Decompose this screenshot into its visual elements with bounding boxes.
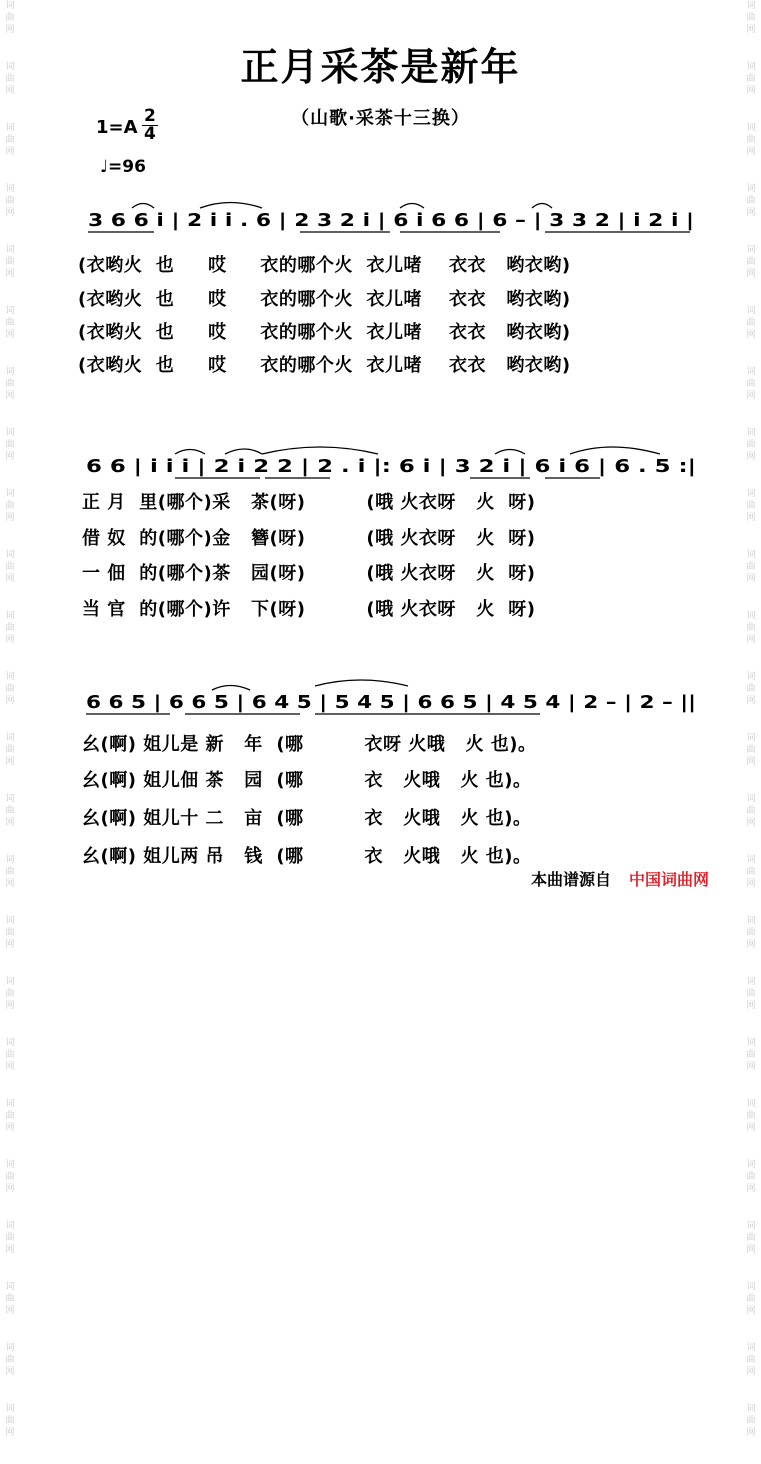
watermark-glyph: 词 bbox=[5, 1160, 15, 1170]
watermark-glyph: 网 bbox=[5, 1001, 15, 1011]
watermark-glyph: 曲 bbox=[746, 257, 756, 267]
watermark-glyph: 曲 bbox=[5, 440, 15, 450]
watermark-glyph: 词 bbox=[746, 62, 756, 72]
watermark-glyph: 曲 bbox=[746, 806, 756, 816]
watermark-glyph: 曲 bbox=[746, 13, 756, 23]
watermark-glyph: 曲 bbox=[746, 1111, 756, 1121]
watermark-glyph: 词 bbox=[5, 1, 15, 11]
watermark-glyph: 词 bbox=[5, 1038, 15, 1048]
watermark-glyph: 曲 bbox=[5, 867, 15, 877]
watermark-glyph: 词 bbox=[5, 672, 15, 682]
watermark-glyph: 词 bbox=[746, 1, 756, 11]
time-signature bbox=[142, 108, 158, 143]
watermark-glyph: 词 bbox=[746, 1038, 756, 1048]
watermark-glyph: 网 bbox=[5, 1062, 15, 1072]
watermark-glyph: 网 bbox=[5, 635, 15, 645]
watermark-glyph: 词 bbox=[746, 1282, 756, 1292]
watermark-glyph: 曲 bbox=[746, 1050, 756, 1060]
watermark-glyph: 网 bbox=[5, 818, 15, 828]
watermark-glyph: 词 bbox=[746, 794, 756, 804]
watermark-glyph: 网 bbox=[5, 25, 15, 35]
watermark-glyph: 词 bbox=[5, 916, 15, 926]
watermark-glyph: 网 bbox=[746, 391, 756, 401]
watermark-glyph: 词 bbox=[5, 123, 15, 133]
watermark-glyph: 词 bbox=[746, 916, 756, 926]
watermark-glyph: 网 bbox=[5, 147, 15, 157]
watermark-glyph: 词 bbox=[746, 855, 756, 865]
watermark-glyph: 网 bbox=[746, 147, 756, 157]
watermark-glyph: 网 bbox=[746, 818, 756, 828]
watermark-glyph: 网 bbox=[5, 1123, 15, 1133]
watermark-glyph: 曲 bbox=[5, 318, 15, 328]
watermark-glyph: 曲 bbox=[746, 562, 756, 572]
watermark-glyph: 曲 bbox=[5, 13, 15, 23]
watermark-glyph: 曲 bbox=[746, 1233, 756, 1243]
watermark-glyph: 曲 bbox=[746, 1355, 756, 1365]
watermark-glyph: 曲 bbox=[5, 684, 15, 694]
watermark-glyph: 词 bbox=[746, 550, 756, 560]
watermark-glyph: 曲 bbox=[746, 501, 756, 511]
time-signature-bottom: 4 bbox=[144, 124, 156, 144]
watermark-glyph: 词 bbox=[746, 123, 756, 133]
lyric-line-1-3: (衣哟火 也 哎 衣的哪个火 衣儿啫 衣衣 哟衣哟) bbox=[78, 322, 571, 343]
watermark-glyph: 网 bbox=[5, 513, 15, 523]
watermark-glyph: 词 bbox=[5, 1343, 15, 1353]
watermark-glyph: 词 bbox=[5, 611, 15, 621]
watermark-glyph: 网 bbox=[5, 86, 15, 96]
watermark-glyph: 词 bbox=[746, 1343, 756, 1353]
watermark-glyph: 词 bbox=[5, 550, 15, 560]
watermark-glyph: 曲 bbox=[5, 745, 15, 755]
notation-line-3 bbox=[0, 682, 761, 722]
watermark-glyph: 网 bbox=[746, 208, 756, 218]
watermark-glyph: 网 bbox=[5, 1428, 15, 1438]
watermark-glyph: 网 bbox=[746, 879, 756, 889]
tempo-marking: ♩=96 bbox=[100, 157, 146, 177]
watermark-glyph: 曲 bbox=[5, 1111, 15, 1121]
watermark-glyph: 曲 bbox=[746, 318, 756, 328]
watermark-glyph: 网 bbox=[746, 330, 756, 340]
watermark-glyph: 曲 bbox=[5, 1233, 15, 1243]
lyric-line-2-1: 正 月 里(哪个)采 茶(呀) (哦 火衣呀 火 呀) bbox=[82, 492, 536, 513]
watermark-glyph: 网 bbox=[5, 757, 15, 767]
watermark-glyph: 曲 bbox=[746, 1294, 756, 1304]
watermark-glyph: 网 bbox=[746, 1123, 756, 1133]
watermark-glyph: 曲 bbox=[746, 745, 756, 755]
watermark-glyph: 网 bbox=[5, 1367, 15, 1377]
watermark-glyph: 词 bbox=[5, 1221, 15, 1231]
watermark-glyph: 网 bbox=[746, 696, 756, 706]
notation-line-1 bbox=[0, 200, 761, 240]
watermark-glyph: 网 bbox=[5, 330, 15, 340]
watermark-glyph: 曲 bbox=[5, 928, 15, 938]
watermark-glyph: 曲 bbox=[5, 1416, 15, 1426]
watermark-glyph: 曲 bbox=[5, 1050, 15, 1060]
watermark-glyph: 词 bbox=[746, 1404, 756, 1414]
watermark-glyph: 曲 bbox=[5, 1172, 15, 1182]
source-credit bbox=[531, 867, 709, 890]
lyric-line-1-2: (衣哟火 也 哎 衣的哪个火 衣儿啫 衣衣 哟衣哟) bbox=[78, 289, 571, 310]
watermark-glyph: 曲 bbox=[746, 684, 756, 694]
notation-line-2 bbox=[0, 446, 761, 486]
watermark-glyph: 词 bbox=[5, 794, 15, 804]
watermark-glyph: 网 bbox=[5, 452, 15, 462]
watermark-glyph: 词 bbox=[5, 428, 15, 438]
watermark-glyph: 网 bbox=[746, 86, 756, 96]
lyric-line-3-4: 幺(啊) 姐儿两 吊 钱 (哪 衣 火哦 火 也)。 bbox=[82, 846, 532, 867]
watermark-glyph: 词 bbox=[5, 306, 15, 316]
watermark-glyph: 词 bbox=[5, 855, 15, 865]
watermark-glyph: 网 bbox=[5, 940, 15, 950]
lyric-line-2-2: 借 奴 的(哪个)金 簪(呀) (哦 火衣呀 火 呀) bbox=[82, 528, 536, 549]
watermark-glyph: 曲 bbox=[5, 379, 15, 389]
watermark-glyph: 网 bbox=[746, 1367, 756, 1377]
lyric-line-3-2: 幺(啊) 姐儿佃 茶 园 (哪 衣 火哦 火 也)。 bbox=[82, 770, 532, 791]
watermark-glyph: 曲 bbox=[5, 806, 15, 816]
watermark-glyph: 网 bbox=[746, 635, 756, 645]
credit-label: 本曲谱源自 bbox=[531, 870, 612, 889]
watermark-glyph: 词 bbox=[746, 611, 756, 621]
watermark-glyph: 网 bbox=[5, 208, 15, 218]
watermark-glyph: 曲 bbox=[5, 257, 15, 267]
lyric-line-3-1: 幺(啊) 姐儿是 新 年 (哪 衣呀 火哦 火 也)。 bbox=[82, 734, 537, 755]
watermark-glyph: 词 bbox=[746, 1160, 756, 1170]
watermark-glyph: 词 bbox=[5, 367, 15, 377]
watermark-glyph: 网 bbox=[746, 452, 756, 462]
notation-text-1: 3 6 6 i | 2 i i . 6 | 2 3 2 i | 6 i 6 6 | 6 – | 3 3 2 | i 2 i | bbox=[88, 210, 694, 231]
watermark-glyph: 词 bbox=[746, 184, 756, 194]
lyric-line-1-4: (衣哟火 也 哎 衣的哪个火 衣儿啫 衣衣 哟衣哟) bbox=[78, 355, 571, 376]
watermark-glyph: 词 bbox=[5, 1404, 15, 1414]
lyric-line-2-3: 一 佃 的(哪个)茶 园(呀) (哦 火衣呀 火 呀) bbox=[82, 563, 536, 584]
watermark-glyph: 词 bbox=[746, 1099, 756, 1109]
watermark-glyph: 曲 bbox=[746, 1172, 756, 1182]
notation-text-3: 6 6 5 | 6 6 5 | 6 4 5 | 5 4 5 | 6 6 5 | 4 5 4 | 2 – | 2 – || bbox=[86, 692, 696, 713]
watermark-glyph: 曲 bbox=[5, 1294, 15, 1304]
watermark-glyph: 网 bbox=[5, 574, 15, 584]
notation-text-2: 6 6 | i i i | 2 i 2 2 | 2 . i |: 6 i | 3 2 i | 6 i 6 | 6 . 5 :| bbox=[86, 456, 696, 477]
watermark-glyph: 词 bbox=[5, 184, 15, 194]
song-title: 正月采茶是新年 bbox=[240, 45, 521, 89]
song-subtitle: （山歌·采茶十三换） bbox=[291, 108, 470, 129]
watermark-glyph: 网 bbox=[746, 574, 756, 584]
lyric-line-1-1: (衣哟火 也 哎 衣的哪个火 衣儿啫 衣衣 哟衣哟) bbox=[78, 255, 571, 276]
watermark-glyph: 词 bbox=[5, 1099, 15, 1109]
watermark-glyph: 词 bbox=[746, 367, 756, 377]
watermark-glyph: 词 bbox=[5, 1282, 15, 1292]
watermark-glyph: 网 bbox=[5, 1245, 15, 1255]
watermark-glyph: 网 bbox=[746, 513, 756, 523]
watermark-glyph: 词 bbox=[746, 672, 756, 682]
watermark-glyph: 曲 bbox=[746, 440, 756, 450]
watermark-glyph: 曲 bbox=[746, 196, 756, 206]
watermark-glyph: 网 bbox=[746, 25, 756, 35]
watermark-glyph: 词 bbox=[5, 245, 15, 255]
watermark-glyph: 网 bbox=[5, 696, 15, 706]
watermark-glyph: 曲 bbox=[5, 989, 15, 999]
watermark-glyph: 曲 bbox=[746, 1416, 756, 1426]
watermark-glyph: 网 bbox=[5, 391, 15, 401]
watermark-glyph: 词 bbox=[746, 733, 756, 743]
watermark-glyph: 曲 bbox=[746, 74, 756, 84]
watermark-glyph: 网 bbox=[746, 1184, 756, 1194]
watermark-glyph: 曲 bbox=[5, 74, 15, 84]
watermark-glyph: 曲 bbox=[5, 1355, 15, 1365]
watermark-glyph: 曲 bbox=[746, 379, 756, 389]
watermark-glyph: 网 bbox=[746, 1306, 756, 1316]
watermark-glyph: 词 bbox=[5, 977, 15, 987]
watermark-glyph: 网 bbox=[746, 940, 756, 950]
watermark-glyph: 词 bbox=[746, 977, 756, 987]
watermark-glyph: 网 bbox=[746, 1245, 756, 1255]
watermark-glyph: 曲 bbox=[746, 928, 756, 938]
watermark-glyph: 曲 bbox=[5, 623, 15, 633]
watermark-glyph: 词 bbox=[746, 1221, 756, 1231]
watermark-glyph: 词 bbox=[5, 62, 15, 72]
watermark-glyph: 网 bbox=[5, 269, 15, 279]
watermark-glyph: 网 bbox=[746, 1001, 756, 1011]
watermark-glyph: 曲 bbox=[746, 135, 756, 145]
watermark-glyph: 网 bbox=[746, 1428, 756, 1438]
watermark-glyph: 网 bbox=[746, 1062, 756, 1072]
watermark-glyph: 网 bbox=[5, 1306, 15, 1316]
watermark-glyph: 曲 bbox=[746, 989, 756, 999]
watermark-glyph: 词 bbox=[746, 489, 756, 499]
watermark-glyph: 词 bbox=[746, 306, 756, 316]
lyric-line-3-3: 幺(啊) 姐儿十 二 亩 (哪 衣 火哦 火 也)。 bbox=[82, 808, 532, 829]
watermark-glyph: 网 bbox=[746, 269, 756, 279]
watermark-glyph: 词 bbox=[746, 245, 756, 255]
watermark-glyph: 词 bbox=[5, 733, 15, 743]
watermark-glyph: 曲 bbox=[5, 135, 15, 145]
lyric-line-2-4: 当 官 的(哪个)许 下(呀) (哦 火衣呀 火 呀) bbox=[82, 599, 536, 620]
watermark-glyph: 曲 bbox=[5, 196, 15, 206]
watermark-glyph: 曲 bbox=[5, 562, 15, 572]
watermark-glyph: 网 bbox=[5, 1184, 15, 1194]
credit-site: 中国词曲网 bbox=[629, 870, 710, 889]
watermark-glyph: 词 bbox=[5, 489, 15, 499]
time-signature-top: 2 bbox=[144, 106, 156, 126]
watermark-glyph: 网 bbox=[746, 757, 756, 767]
watermark-glyph: 曲 bbox=[746, 623, 756, 633]
watermark-glyph: 曲 bbox=[5, 501, 15, 511]
watermark-glyph: 网 bbox=[5, 879, 15, 889]
watermark-glyph: 词 bbox=[746, 428, 756, 438]
watermark-glyph: 曲 bbox=[746, 867, 756, 877]
key-signature: 1=A bbox=[96, 117, 138, 138]
